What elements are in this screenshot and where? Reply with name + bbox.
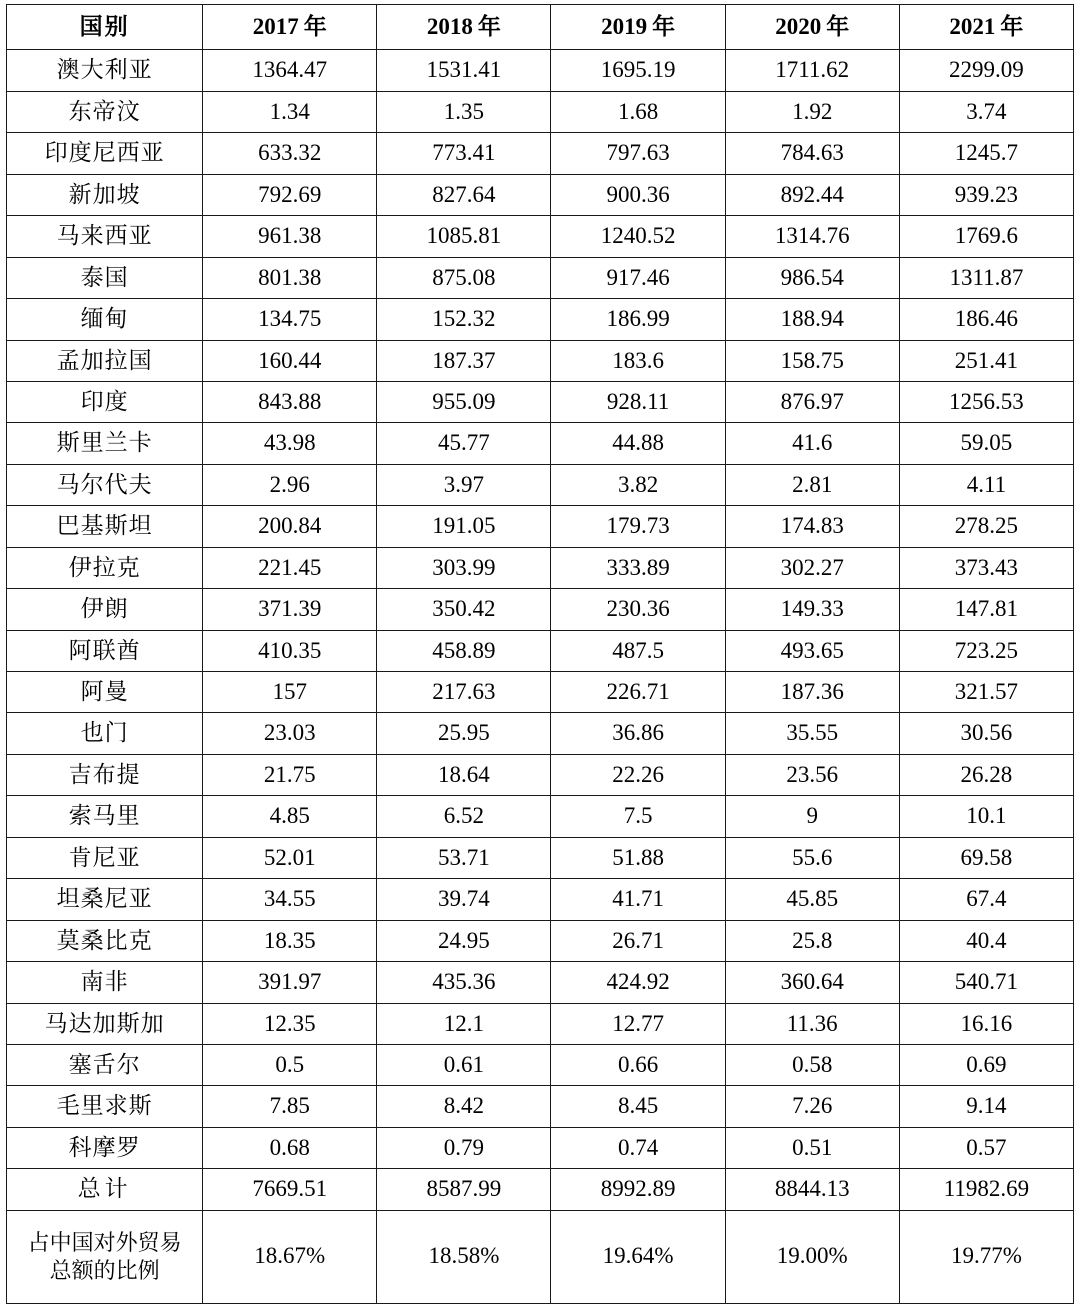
country-name: 肯尼亚 — [7, 837, 203, 878]
value-2020: 986.54 — [725, 257, 899, 298]
country-name: 印度 — [7, 381, 203, 422]
value-2017: 23.03 — [203, 713, 377, 754]
country-name: 缅甸 — [7, 299, 203, 340]
value-2018: 8.42 — [377, 1086, 551, 1127]
table-row — [7, 879, 1074, 920]
table-row — [7, 630, 1074, 671]
table-row — [7, 1127, 1074, 1168]
value-2020: 1711.62 — [725, 50, 899, 91]
value-2019: 917.46 — [551, 257, 725, 298]
total-2020: 8844.13 — [725, 1169, 899, 1210]
total-2018: 8587.99 — [377, 1169, 551, 1210]
value-2019: 226.71 — [551, 672, 725, 713]
value-2021: 147.81 — [899, 589, 1073, 630]
value-2021: 278.25 — [899, 506, 1073, 547]
ratio-2020: 19.00% — [725, 1210, 899, 1303]
country-name: 毛里求斯 — [7, 1086, 203, 1127]
value-2018: 0.79 — [377, 1127, 551, 1168]
value-2017: 160.44 — [203, 340, 377, 381]
value-2017: 391.97 — [203, 962, 377, 1003]
value-2021: 40.4 — [899, 920, 1073, 961]
value-2021: 1311.87 — [899, 257, 1073, 298]
value-2020: 1.92 — [725, 91, 899, 132]
column-header-2020 — [725, 5, 899, 50]
value-2020: 2.81 — [725, 464, 899, 505]
value-2021: 186.46 — [899, 299, 1073, 340]
table-row — [7, 381, 1074, 422]
value-2021: 1256.53 — [899, 381, 1073, 422]
value-2018: 152.32 — [377, 299, 551, 340]
value-2020: 25.8 — [725, 920, 899, 961]
value-2019: 41.71 — [551, 879, 725, 920]
total-label: 总计 — [7, 1169, 203, 1210]
value-2020: 0.51 — [725, 1127, 899, 1168]
value-2021: 30.56 — [899, 713, 1073, 754]
table-header-row — [7, 5, 1074, 50]
value-2019: 179.73 — [551, 506, 725, 547]
value-2018: 12.1 — [377, 1003, 551, 1044]
value-2020: 158.75 — [725, 340, 899, 381]
value-2017: 801.38 — [203, 257, 377, 298]
value-2018: 435.36 — [377, 962, 551, 1003]
value-2021: 10.1 — [899, 796, 1073, 837]
column-header-2019 — [551, 5, 725, 50]
value-2019: 44.88 — [551, 423, 725, 464]
value-2020: 11.36 — [725, 1003, 899, 1044]
value-2019: 12.77 — [551, 1003, 725, 1044]
value-2021: 3.74 — [899, 91, 1073, 132]
value-2019: 51.88 — [551, 837, 725, 878]
value-2019: 424.92 — [551, 962, 725, 1003]
value-2020: 188.94 — [725, 299, 899, 340]
year-number: 2020 — [775, 14, 822, 39]
ratio-2018: 18.58% — [377, 1210, 551, 1303]
value-2021: 1245.7 — [899, 133, 1073, 174]
table-row — [7, 837, 1074, 878]
value-2021: 0.57 — [899, 1127, 1073, 1168]
value-2017: 371.39 — [203, 589, 377, 630]
value-2020: 1314.76 — [725, 216, 899, 257]
value-2017: 221.45 — [203, 547, 377, 588]
value-2021: 373.43 — [899, 547, 1073, 588]
value-2021: 59.05 — [899, 423, 1073, 464]
value-2018: 955.09 — [377, 381, 551, 422]
value-2018: 45.77 — [377, 423, 551, 464]
value-2018: 53.71 — [377, 837, 551, 878]
value-2018: 458.89 — [377, 630, 551, 671]
value-2019: 487.5 — [551, 630, 725, 671]
table-row — [7, 1086, 1074, 1127]
year-number: 2021 — [949, 14, 996, 39]
value-2017: 18.35 — [203, 920, 377, 961]
value-2017: 0.5 — [203, 1044, 377, 1085]
value-2017: 792.69 — [203, 174, 377, 215]
total-2021: 11982.69 — [899, 1169, 1073, 1210]
trade-data-table — [6, 4, 1074, 1304]
value-2017: 0.68 — [203, 1127, 377, 1168]
country-name: 马达加斯加 — [7, 1003, 203, 1044]
year-suffix: 年 — [826, 14, 850, 39]
value-2021: 1769.6 — [899, 216, 1073, 257]
value-2019: 0.66 — [551, 1044, 725, 1085]
country-name: 孟加拉国 — [7, 340, 203, 381]
table-row — [7, 589, 1074, 630]
value-2019: 22.26 — [551, 754, 725, 795]
value-2020: 45.85 — [725, 879, 899, 920]
value-2020: 302.27 — [725, 547, 899, 588]
value-2018: 6.52 — [377, 796, 551, 837]
country-name: 马来西亚 — [7, 216, 203, 257]
table-row — [7, 713, 1074, 754]
value-2021: 939.23 — [899, 174, 1073, 215]
table-row — [7, 423, 1074, 464]
country-name: 阿联酋 — [7, 630, 203, 671]
value-2020: 35.55 — [725, 713, 899, 754]
value-2020: 187.36 — [725, 672, 899, 713]
value-2020: 55.6 — [725, 837, 899, 878]
value-2021: 321.57 — [899, 672, 1073, 713]
value-2017: 961.38 — [203, 216, 377, 257]
value-2021: 251.41 — [899, 340, 1073, 381]
value-2020: 7.26 — [725, 1086, 899, 1127]
value-2017: 52.01 — [203, 837, 377, 878]
country-name: 马尔代夫 — [7, 464, 203, 505]
total-2017: 7669.51 — [203, 1169, 377, 1210]
country-name: 巴基斯坦 — [7, 506, 203, 547]
value-2020: 784.63 — [725, 133, 899, 174]
year-suffix: 年 — [652, 14, 676, 39]
value-2020: 892.44 — [725, 174, 899, 215]
year-suffix: 年 — [303, 14, 327, 39]
value-2017: 43.98 — [203, 423, 377, 464]
value-2019: 900.36 — [551, 174, 725, 215]
year-number: 2019 — [601, 14, 648, 39]
value-2017: 7.85 — [203, 1086, 377, 1127]
value-2020: 876.97 — [725, 381, 899, 422]
value-2021: 9.14 — [899, 1086, 1073, 1127]
value-2018: 191.05 — [377, 506, 551, 547]
value-2019: 1240.52 — [551, 216, 725, 257]
country-name: 伊拉克 — [7, 547, 203, 588]
ratio-2017: 18.67% — [203, 1210, 377, 1303]
value-2018: 350.42 — [377, 589, 551, 630]
value-2017: 34.55 — [203, 879, 377, 920]
value-2021: 4.11 — [899, 464, 1073, 505]
value-2019: 1.68 — [551, 91, 725, 132]
value-2017: 4.85 — [203, 796, 377, 837]
year-suffix: 年 — [477, 14, 501, 39]
value-2018: 827.64 — [377, 174, 551, 215]
table-row — [7, 506, 1074, 547]
value-2020: 493.65 — [725, 630, 899, 671]
value-2018: 303.99 — [377, 547, 551, 588]
value-2017: 843.88 — [203, 381, 377, 422]
value-2019: 26.71 — [551, 920, 725, 961]
value-2019: 186.99 — [551, 299, 725, 340]
value-2018: 773.41 — [377, 133, 551, 174]
value-2018: 39.74 — [377, 879, 551, 920]
value-2020: 149.33 — [725, 589, 899, 630]
table-row — [7, 796, 1074, 837]
table-row — [7, 962, 1074, 1003]
value-2017: 134.75 — [203, 299, 377, 340]
column-header-2018 — [377, 5, 551, 50]
table-row — [7, 754, 1074, 795]
value-2018: 187.37 — [377, 340, 551, 381]
value-2018: 24.95 — [377, 920, 551, 961]
value-2019: 230.36 — [551, 589, 725, 630]
ratio-row — [7, 1210, 1074, 1303]
country-name: 塞舌尔 — [7, 1044, 203, 1085]
table-row — [7, 464, 1074, 505]
value-2021: 67.4 — [899, 879, 1073, 920]
table-row — [7, 1003, 1074, 1044]
table-row — [7, 340, 1074, 381]
country-name: 印度尼西亚 — [7, 133, 203, 174]
value-2019: 797.63 — [551, 133, 725, 174]
value-2019: 183.6 — [551, 340, 725, 381]
value-2019: 8.45 — [551, 1086, 725, 1127]
table-row — [7, 50, 1074, 91]
table-row — [7, 91, 1074, 132]
value-2017: 2.96 — [203, 464, 377, 505]
table-row — [7, 920, 1074, 961]
country-name: 科摩罗 — [7, 1127, 203, 1168]
value-2021: 723.25 — [899, 630, 1073, 671]
country-name: 坦桑尼亚 — [7, 879, 203, 920]
value-2018: 1531.41 — [377, 50, 551, 91]
value-2019: 333.89 — [551, 547, 725, 588]
value-2021: 2299.09 — [899, 50, 1073, 91]
table-row — [7, 174, 1074, 215]
value-2019: 0.74 — [551, 1127, 725, 1168]
column-header-2017 — [203, 5, 377, 50]
value-2017: 633.32 — [203, 133, 377, 174]
country-name: 澳大利亚 — [7, 50, 203, 91]
value-2021: 0.69 — [899, 1044, 1073, 1085]
table-row — [7, 672, 1074, 713]
country-name: 泰国 — [7, 257, 203, 298]
value-2017: 1364.47 — [203, 50, 377, 91]
value-2017: 1.34 — [203, 91, 377, 132]
value-2020: 41.6 — [725, 423, 899, 464]
value-2019: 7.5 — [551, 796, 725, 837]
column-header-2021 — [899, 5, 1073, 50]
value-2021: 540.71 — [899, 962, 1073, 1003]
table-row — [7, 1044, 1074, 1085]
year-number: 2018 — [426, 14, 473, 39]
ratio-2021: 19.77% — [899, 1210, 1073, 1303]
value-2019: 3.82 — [551, 464, 725, 505]
table-row — [7, 299, 1074, 340]
value-2018: 18.64 — [377, 754, 551, 795]
country-name: 索马里 — [7, 796, 203, 837]
value-2021: 69.58 — [899, 837, 1073, 878]
value-2019: 928.11 — [551, 381, 725, 422]
ratio-label: 占中国对外贸易总额的比例 — [7, 1210, 203, 1303]
value-2017: 12.35 — [203, 1003, 377, 1044]
value-2018: 3.97 — [377, 464, 551, 505]
year-number: 2017 — [252, 14, 299, 39]
country-name: 吉布提 — [7, 754, 203, 795]
value-2017: 157 — [203, 672, 377, 713]
table-row — [7, 257, 1074, 298]
table-row — [7, 216, 1074, 257]
value-2017: 21.75 — [203, 754, 377, 795]
total-row — [7, 1169, 1074, 1210]
country-name: 南非 — [7, 962, 203, 1003]
value-2020: 0.58 — [725, 1044, 899, 1085]
table-row — [7, 133, 1074, 174]
value-2020: 9 — [725, 796, 899, 837]
country-name: 阿曼 — [7, 672, 203, 713]
value-2020: 174.83 — [725, 506, 899, 547]
value-2018: 1085.81 — [377, 216, 551, 257]
total-2019: 8992.89 — [551, 1169, 725, 1210]
value-2018: 217.63 — [377, 672, 551, 713]
value-2018: 1.35 — [377, 91, 551, 132]
country-name: 新加坡 — [7, 174, 203, 215]
column-header-country: 国别 — [7, 5, 203, 50]
value-2018: 0.61 — [377, 1044, 551, 1085]
value-2017: 410.35 — [203, 630, 377, 671]
value-2020: 23.56 — [725, 754, 899, 795]
value-2021: 26.28 — [899, 754, 1073, 795]
value-2019: 36.86 — [551, 713, 725, 754]
year-suffix: 年 — [1000, 14, 1024, 39]
value-2018: 875.08 — [377, 257, 551, 298]
country-name: 东帝汶 — [7, 91, 203, 132]
value-2020: 360.64 — [725, 962, 899, 1003]
country-name: 斯里兰卡 — [7, 423, 203, 464]
value-2021: 16.16 — [899, 1003, 1073, 1044]
value-2017: 200.84 — [203, 506, 377, 547]
ratio-2019: 19.64% — [551, 1210, 725, 1303]
country-name: 也门 — [7, 713, 203, 754]
country-name: 莫桑比克 — [7, 920, 203, 961]
table-row — [7, 547, 1074, 588]
value-2019: 1695.19 — [551, 50, 725, 91]
value-2018: 25.95 — [377, 713, 551, 754]
country-name: 伊朗 — [7, 589, 203, 630]
